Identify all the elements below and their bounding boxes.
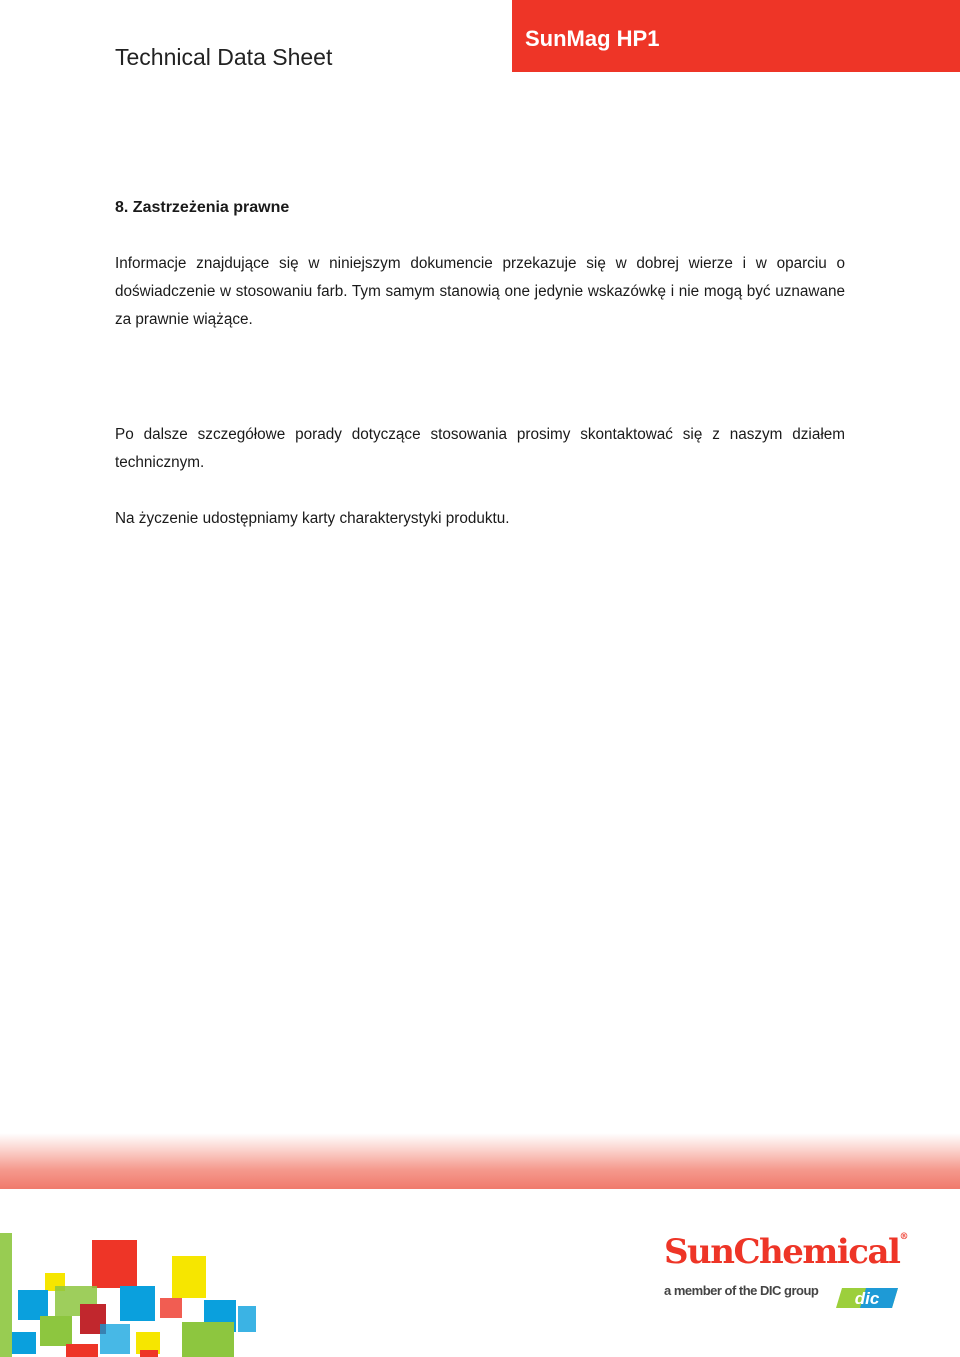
product-name: SunMag HP1 [525, 26, 660, 51]
registered-mark: ® [899, 1232, 909, 1242]
sunchemical-logo [660, 1232, 910, 1312]
technical-contact-paragraph: Po dalsze szczegółowe porady dotyczące stosowania prosimy skontaktować się z naszym działem technicznym. [115, 426, 845, 471]
safety-sheet-paragraph: Na życzenie udostępniamy karty charakterystyki produktu. [115, 510, 510, 527]
svg-text:dic: dic [854, 1289, 880, 1308]
product-band [512, 0, 960, 72]
logo-tagline: a member of the DIC group [664, 1283, 819, 1298]
decorative-color-squares [0, 1228, 260, 1357]
footer-gradient-band [0, 1133, 960, 1189]
document-title: Technical Data Sheet [115, 44, 333, 70]
logo-name-text: SunChemical [664, 1232, 900, 1272]
logo-wordmark [664, 1232, 908, 1272]
dic-badge-icon [836, 1286, 898, 1310]
section-heading: 8. Zastrzeżenia prawne [115, 199, 290, 216]
disclaimer-paragraph: Informacje znajdujące się w niniejszym dokumencie przekazuje się w dobrej wierze i w oparciu o doświadczenie w stosowaniu farb. Tym samym stanowią one jedynie wskazówkę i nie mogą być uznawane za prawnie wiążące. [115, 255, 845, 328]
